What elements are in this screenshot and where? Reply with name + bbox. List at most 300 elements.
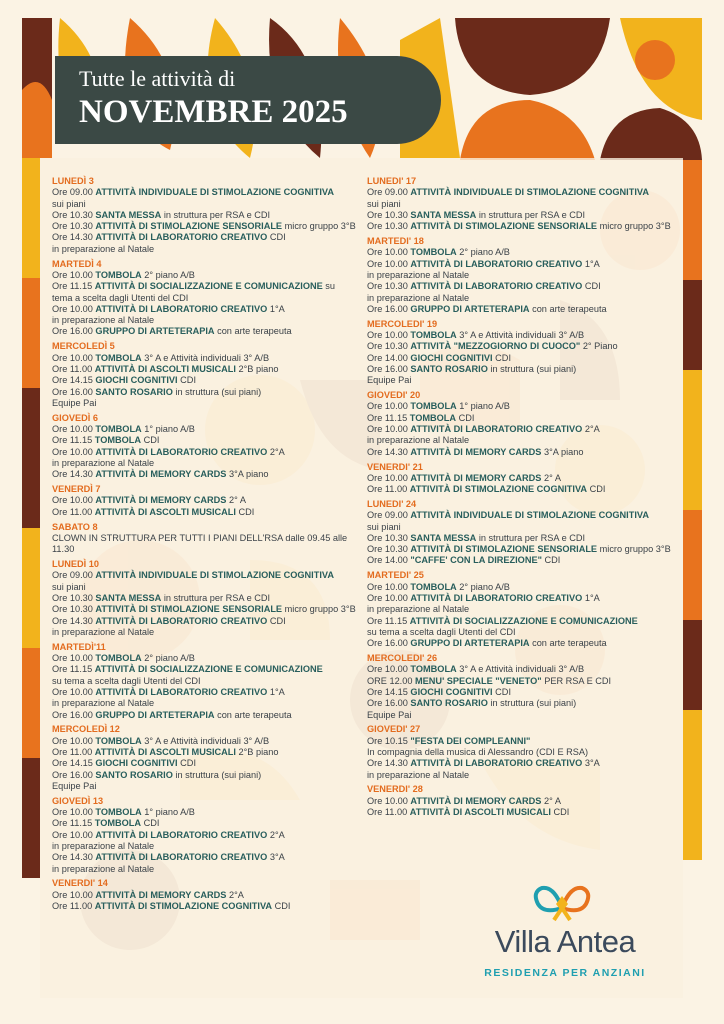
activity-line: [367, 435, 672, 446]
activity-time: Ore 10.30: [367, 341, 408, 352]
activity-name: ATTIVITÀ DI LABORATORIO CREATIVO: [410, 258, 583, 269]
activity-note: 2°A: [229, 889, 244, 900]
activity-line: [52, 221, 357, 232]
activity-name: TOMBOLA: [410, 664, 457, 675]
activity-name: ATTIVITÀ DI MEMORY CARDS: [95, 469, 227, 480]
activity-line: [367, 304, 672, 315]
day-block: [367, 176, 672, 232]
activity-name: ATTIVITÀ DI STIMOLAZIONE COGNITIVA: [409, 484, 588, 495]
activity-note: CDI: [180, 375, 196, 386]
activity-line: [52, 570, 357, 581]
page-title: NOVEMBRE 2025: [79, 94, 348, 130]
activity-note: in preparazione al Natale: [52, 626, 155, 637]
activity-time: Ore 10.30: [367, 544, 408, 555]
schedule-column-left: [52, 176, 357, 916]
day-title: LUNEDÌ 10: [52, 559, 99, 570]
activity-note: 11.30: [52, 544, 75, 555]
activity-time: Ore 16.00: [52, 326, 93, 337]
activity-name: TOMBOLA: [409, 412, 457, 423]
day-block: [367, 390, 672, 458]
activity-note: CDI: [274, 901, 291, 912]
activity-line: [367, 424, 672, 435]
day-block: [52, 484, 357, 518]
day-title: MARTEDÌ 4: [52, 258, 102, 269]
activity-line: [367, 375, 672, 386]
activity-note: in struttura per RSA e CDI: [163, 592, 271, 603]
activity-name: ATTIVITÀ INDIVIDUALE DI STIMOLAZIONE COGNITIVA: [95, 570, 334, 581]
activity-name: "FESTA DEI COMPLEANNI": [410, 735, 531, 746]
activity-time: Ore 10.30: [52, 604, 93, 615]
activity-note: CDI: [458, 412, 475, 423]
activity-time: ORE 12.00: [367, 675, 413, 686]
activity-note: 2°B piano: [238, 747, 279, 757]
activity-name: TOMBOLA: [95, 735, 142, 746]
activity-time: Ore 10.30: [52, 221, 93, 232]
activity-line: [52, 901, 357, 912]
activity-name: ATTIVITÀ DI MEMORY CARDS: [95, 889, 227, 900]
activity-line: [367, 187, 672, 198]
activity-name: ATTIVITÀ DI ASCOLTI MUSICALI: [94, 747, 236, 757]
activity-note: 3° A e Attività individuali 3° A/B: [144, 352, 270, 363]
activity-line: [52, 507, 357, 518]
activity-note: 2° piano A/B: [459, 581, 510, 592]
activity-time: Ore 10.00: [52, 269, 93, 280]
activity-time: Ore 16.00: [52, 769, 93, 780]
day-block: [52, 724, 357, 792]
activity-line: [367, 698, 672, 709]
activity-note: micro gruppo 3°B: [599, 221, 671, 232]
activity-line: [52, 604, 357, 615]
activity-time: Ore 10.00: [52, 686, 93, 697]
activity-time: Ore 10.00: [52, 446, 93, 457]
day-title: GIOVEDÌ 6: [52, 412, 98, 423]
activity-note: in preparazione al Natale: [52, 863, 155, 874]
activity-line: [367, 510, 672, 521]
activity-name: ATTIVITÀ DI STIMOLAZIONE SENSORIALE: [95, 221, 283, 232]
activity-name: ATTIVITÀ DI ASCOLTI MUSICALI: [94, 363, 236, 374]
activity-time: Ore 11.00: [367, 807, 408, 818]
day-title: MERCOLEDÌ 5: [52, 341, 115, 352]
activity-time: Ore 10.00: [367, 472, 408, 483]
activity-note: micro gruppo 3°B: [599, 544, 671, 555]
activity-time: Ore 16.00: [367, 638, 408, 649]
activity-note: 3°A piano: [229, 469, 269, 480]
day-block: [367, 462, 672, 496]
activity-name: SANTO ROSARIO: [410, 698, 488, 709]
activity-time: Ore 10.30: [367, 532, 408, 543]
activity-note: 2° piano A/B: [144, 269, 195, 280]
activity-line: [367, 447, 672, 458]
activity-note: sui piani: [367, 521, 401, 532]
activity-time: Ore 14.30: [52, 469, 93, 480]
activity-note: 2°A: [269, 829, 285, 840]
activity-note: CDI: [269, 615, 286, 626]
activity-name: ATTIVITÀ DI ASCOLTI MUSICALI: [94, 506, 236, 517]
activity-line: [52, 270, 357, 281]
activity-line: [52, 364, 357, 375]
activity-line: [367, 533, 672, 544]
activity-time: Ore 14.30: [52, 615, 93, 626]
activity-name: SANTA MESSA: [410, 209, 477, 220]
activity-name: ATTIVITÀ DI LABORATORIO CREATIVO: [410, 758, 583, 769]
activity-time: Ore 16.00: [52, 386, 93, 397]
day-title: MERCOLEDÌ 12: [52, 724, 120, 735]
activity-line: [52, 315, 357, 326]
activity-note: 1°A: [269, 686, 285, 697]
activity-line: [52, 495, 357, 506]
activity-note: in struttura per RSA e CDI: [478, 209, 586, 220]
activity-name: TOMBOLA: [95, 424, 142, 435]
activity-line: [367, 293, 672, 304]
activity-note: in preparazione al Natale: [367, 769, 470, 780]
activity-time: Ore 14.30: [367, 758, 408, 769]
activity-line: [52, 199, 357, 210]
activity-time: Ore 14.00: [367, 555, 408, 566]
activity-line: [52, 187, 357, 198]
activity-line: [52, 698, 357, 709]
activity-line: [367, 364, 672, 375]
activity-line: [52, 864, 357, 875]
activity-line: [367, 330, 672, 341]
day-title: LUNEDI' 24: [367, 498, 417, 509]
activity-note: con arte terapeuta: [217, 326, 292, 337]
activity-note: 2° piano A/B: [144, 653, 195, 664]
activity-name: ATTIVITÀ "MEZZOGIORNO DI CUOCO": [410, 341, 581, 352]
activity-name: TOMBOLA: [410, 581, 457, 592]
activity-line: [52, 770, 357, 781]
activity-time: Ore 16.00: [367, 363, 408, 374]
butterfly-icon: [532, 882, 592, 926]
activity-time: Ore 09.00: [52, 570, 93, 581]
activity-note: in struttura per RSA e CDI: [478, 532, 586, 543]
activity-note: 2° A: [544, 795, 561, 806]
day-title: GIOVEDI' 27: [367, 724, 421, 735]
activity-line: [52, 781, 357, 792]
activity-name: TOMBOLA: [410, 401, 457, 412]
activity-line: [52, 852, 357, 863]
activity-line: [367, 627, 672, 638]
activity-line: [52, 353, 357, 364]
activity-note: CDI: [143, 818, 160, 829]
activity-note: 2° A: [229, 495, 246, 506]
activity-name: GRUPPO DI ARTETERAPIA: [95, 709, 215, 720]
activity-line: [52, 544, 357, 555]
activity-line: [367, 604, 672, 615]
activity-line: [367, 664, 672, 675]
activity-name: ATTIVITÀ DI STIMOLAZIONE SENSORIALE: [95, 604, 283, 615]
activity-name: GIOCHI COGNITIVI: [95, 375, 178, 386]
activity-note: in struttura (sui piani): [175, 769, 262, 780]
day-title: GIOVEDÌ 13: [52, 795, 104, 806]
activity-line: [367, 270, 672, 281]
activity-time: Ore 16.00: [367, 303, 408, 314]
activity-name: ATTIVITÀ DI LABORATORIO CREATIVO: [95, 829, 268, 840]
day-title: GIOVEDI' 20: [367, 390, 421, 401]
activity-line: [52, 469, 357, 480]
activity-line: [52, 210, 357, 221]
activity-note: su tema a scelta dagli Utenti del CDI: [367, 626, 516, 637]
activity-name: SANTO ROSARIO: [410, 363, 488, 374]
activity-name: ATTIVITÀ DI LABORATORIO CREATIVO: [95, 232, 268, 243]
day-title: MARTEDI' 25: [367, 570, 424, 581]
activity-name: TOMBOLA: [95, 352, 142, 363]
activity-time: Ore 14.30: [52, 232, 93, 243]
activity-line: [52, 387, 357, 398]
activity-name: ATTIVITÀ DI SOCIALIZZAZIONE E COMUNICAZIONE: [409, 615, 638, 626]
activity-name: TOMBOLA: [94, 435, 142, 446]
activity-line: [52, 435, 357, 446]
activity-line: [367, 353, 672, 364]
activity-note: in preparazione al Natale: [52, 315, 155, 326]
activity-note: In compagnia della musica di Alessandro (CDI E RSA): [367, 747, 589, 757]
day-block: [52, 522, 357, 556]
activity-name: GRUPPO DI ARTETERAPIA: [410, 638, 530, 649]
day-block: [52, 642, 357, 721]
activity-name: ATTIVITÀ DI LABORATORIO CREATIVO: [95, 615, 268, 626]
activity-name: ATTIVITÀ DI LABORATORIO CREATIVO: [95, 303, 268, 314]
activity-line: [367, 710, 672, 721]
day-block: [367, 499, 672, 567]
activity-time: Ore 10.30: [367, 221, 408, 232]
activity-note: 3°A: [269, 852, 285, 863]
activity-time: Ore 11.00: [52, 506, 93, 517]
activity-name: TOMBOLA: [95, 653, 142, 664]
activity-name: ATTIVITÀ DI SOCIALIZZAZIONE E COMUNICAZIONE: [94, 664, 323, 675]
activity-note: CLOWN IN STRUTTURA PER TUTTI I PIANI DELL'RSA dalle 09.45 alle: [52, 532, 348, 543]
activity-note: PER RSA E CDI: [544, 675, 612, 686]
activity-line: [52, 232, 357, 243]
activity-note: sui piani: [52, 581, 86, 592]
day-block: [52, 259, 357, 338]
activity-note: Equipe Pai: [52, 397, 97, 408]
activity-line: [367, 210, 672, 221]
activity-name: ATTIVITÀ INDIVIDUALE DI STIMOLAZIONE COGNITIVA: [410, 510, 649, 521]
activity-note: CDI: [553, 807, 570, 818]
activity-name: ATTIVITÀ DI STIMOLAZIONE COGNITIVA: [94, 901, 273, 912]
activity-name: SANTA MESSA: [95, 209, 162, 220]
activity-time: Ore 14.15: [52, 375, 93, 386]
day-title: VENERDI' 28: [367, 784, 423, 795]
day-block: [367, 570, 672, 649]
activity-time: Ore 10.00: [52, 653, 93, 664]
activity-time: Ore 10.00: [52, 352, 93, 363]
activity-name: ATTIVITÀ DI LABORATORIO CREATIVO: [410, 592, 583, 603]
activity-note: CDI: [495, 686, 511, 697]
activity-note: con arte terapeuta: [217, 709, 292, 720]
activity-note: 1° piano A/B: [459, 401, 510, 412]
activity-time: Ore 11.00: [52, 901, 93, 912]
activity-time: Ore 10.00: [52, 889, 93, 900]
activity-name: ATTIVITÀ DI LABORATORIO CREATIVO: [410, 281, 583, 292]
day-block: [367, 784, 672, 818]
activity-line: [367, 522, 672, 533]
activity-time: Ore 11.15: [52, 435, 93, 446]
activity-name: TOMBOLA: [410, 330, 457, 341]
activity-note: 1°A: [584, 592, 600, 603]
activity-name: ATTIVITÀ DI ASCOLTI MUSICALI: [409, 807, 551, 818]
activity-line: [52, 616, 357, 627]
activity-name: GRUPPO DI ARTETERAPIA: [95, 326, 215, 337]
activity-line: [52, 326, 357, 337]
activity-note: 3°A: [584, 758, 600, 769]
activity-line: [367, 247, 672, 258]
activity-line: [367, 747, 672, 758]
activity-note: CDI: [544, 555, 561, 566]
activity-name: ATTIVITÀ DI LABORATORIO CREATIVO: [410, 424, 583, 435]
activity-note: Equipe Pai: [367, 709, 412, 720]
activity-name: ATTIVITÀ DI STIMOLAZIONE SENSORIALE: [410, 221, 598, 232]
activity-note: CDI: [495, 352, 511, 363]
activity-time: Ore 10.00: [367, 795, 408, 806]
activity-line: [52, 293, 357, 304]
activity-note: 1°A: [584, 258, 600, 269]
activity-time: Ore 11.15: [52, 818, 93, 829]
activity-note: sui piani: [52, 198, 86, 209]
day-block: [52, 796, 357, 875]
activity-line: [367, 281, 672, 292]
activity-time: Ore 10.00: [367, 247, 408, 258]
activity-time: Ore 10.30: [367, 209, 408, 220]
activity-line: [52, 687, 357, 698]
activity-note: in preparazione al Natale: [367, 292, 470, 303]
activity-note: in struttura (sui piani): [175, 386, 262, 397]
activity-line: [367, 770, 672, 781]
activity-time: Ore 11.15: [52, 281, 93, 292]
activity-line: [367, 582, 672, 593]
logo-name: Villa Antea: [494, 924, 636, 959]
activity-note: 2°A: [584, 424, 600, 435]
activity-time: Ore 10.00: [367, 581, 408, 592]
activity-note: in preparazione al Natale: [367, 604, 470, 615]
activity-time: Ore 10.30: [367, 281, 408, 292]
title-banner: [55, 56, 441, 144]
activity-line: [367, 638, 672, 649]
activity-line: [52, 593, 357, 604]
activity-note: in struttura (sui piani): [490, 698, 577, 709]
activity-time: Ore 10.00: [52, 735, 93, 746]
activity-line: [367, 593, 672, 604]
activity-note: 3° A e Attività individuali 3° A/B: [459, 664, 585, 675]
activity-line: [367, 616, 672, 627]
activity-line: [52, 533, 357, 544]
day-block: [52, 878, 357, 912]
activity-name: ATTIVITÀ INDIVIDUALE DI STIMOLAZIONE COGNITIVA: [410, 187, 649, 198]
activity-time: Ore 10.00: [367, 401, 408, 412]
activity-line: [52, 424, 357, 435]
activity-note: micro gruppo 3°B: [284, 604, 356, 615]
activity-line: [367, 676, 672, 687]
activity-note: 1°A: [269, 303, 285, 314]
activity-name: GIOCHI COGNITIVI: [410, 352, 493, 363]
activity-name: ATTIVITÀ DI MEMORY CARDS: [410, 472, 542, 483]
activity-time: Ore 14.30: [367, 446, 408, 457]
activity-note: CDI: [238, 506, 255, 517]
activity-time: Ore 16.00: [367, 698, 408, 709]
activity-note: tema a scelta dagli Utenti del CDI: [52, 292, 189, 303]
activity-line: [52, 818, 357, 829]
activity-line: [52, 807, 357, 818]
activity-line: [52, 736, 357, 747]
activity-time: Ore 09.00: [367, 187, 408, 198]
activity-note: 2°A: [269, 446, 285, 457]
activity-line: [367, 796, 672, 807]
activity-line: [52, 747, 357, 758]
activity-time: Ore 11.15: [52, 664, 93, 675]
title-subtitle: Tutte le attività di: [79, 66, 236, 91]
activity-line: [367, 473, 672, 484]
activity-time: Ore 11.00: [367, 484, 408, 495]
activity-line: [52, 710, 357, 721]
activity-line: [52, 758, 357, 769]
activity-line: [367, 758, 672, 769]
activity-note: in preparazione al Natale: [367, 269, 470, 280]
activity-line: [52, 676, 357, 687]
activity-name: GIOCHI COGNITIVI: [95, 758, 178, 769]
activity-note: in preparazione al Natale: [52, 243, 155, 254]
activity-note: sui piani: [367, 198, 401, 209]
activity-note: 3° A e Attività individuali 3° A/B: [144, 735, 270, 746]
activity-note: 2° Piano: [582, 341, 618, 352]
activity-note: 2° piano A/B: [459, 247, 510, 258]
activity-name: ATTIVITÀ DI LABORATORIO CREATIVO: [95, 686, 268, 697]
activity-time: Ore 14.15: [367, 686, 408, 697]
activity-note: su tema a scelta dagli Utenti del CDI: [52, 675, 201, 686]
activity-time: Ore 11.00: [52, 363, 93, 374]
activity-name: ATTIVITÀ DI MEMORY CARDS: [95, 495, 227, 506]
activity-note: su: [325, 281, 336, 292]
activity-name: TOMBOLA: [95, 807, 142, 818]
activity-time: Ore 14.30: [52, 852, 93, 863]
activity-line: [367, 555, 672, 566]
activity-line: [367, 199, 672, 210]
activity-note: CDI: [589, 484, 606, 495]
day-title: MERCOLEDI' 26: [367, 653, 438, 664]
activity-line: [52, 447, 357, 458]
activity-line: [52, 398, 357, 409]
activity-note: in struttura (sui piani): [490, 363, 577, 374]
day-block: [367, 653, 672, 721]
activity-time: Ore 09.00: [367, 510, 408, 521]
activity-line: [367, 341, 672, 352]
activity-time: Ore 10.30: [52, 209, 93, 220]
activity-note: in preparazione al Natale: [52, 698, 155, 709]
activity-note: 2° A: [544, 472, 561, 483]
activity-name: GRUPPO DI ARTETERAPIA: [410, 303, 530, 314]
activity-name: ATTIVITÀ DI SOCIALIZZAZIONE E COMUNICAZIONE: [94, 281, 323, 292]
activity-line: [367, 221, 672, 232]
activity-line: [52, 627, 357, 638]
activity-line: [52, 653, 357, 664]
activity-note: 2°B piano: [238, 363, 279, 374]
activity-name: "CAFFE' CON LA DIREZIONE": [410, 555, 542, 566]
activity-time: Ore 10.30: [52, 592, 93, 603]
activity-line: [367, 687, 672, 698]
day-block: [367, 236, 672, 315]
activity-line: [52, 830, 357, 841]
activity-line: [52, 582, 357, 593]
day-block: [367, 319, 672, 387]
activity-time: Ore 10.00: [367, 664, 408, 675]
activity-name: GIOCHI COGNITIVI: [410, 686, 493, 697]
activity-name: SANTA MESSA: [410, 532, 477, 543]
schedule-column-right: [367, 176, 672, 822]
activity-name: ATTIVITÀ DI LABORATORIO CREATIVO: [95, 852, 268, 863]
day-title: LUNEDÌ 3: [52, 176, 94, 186]
activity-time: Ore 11.15: [367, 615, 408, 626]
activity-note: in preparazione al Natale: [52, 457, 155, 468]
activity-time: Ore 10.00: [52, 495, 93, 506]
activity-name: MENU' SPECIALE "VENETO": [415, 675, 542, 686]
